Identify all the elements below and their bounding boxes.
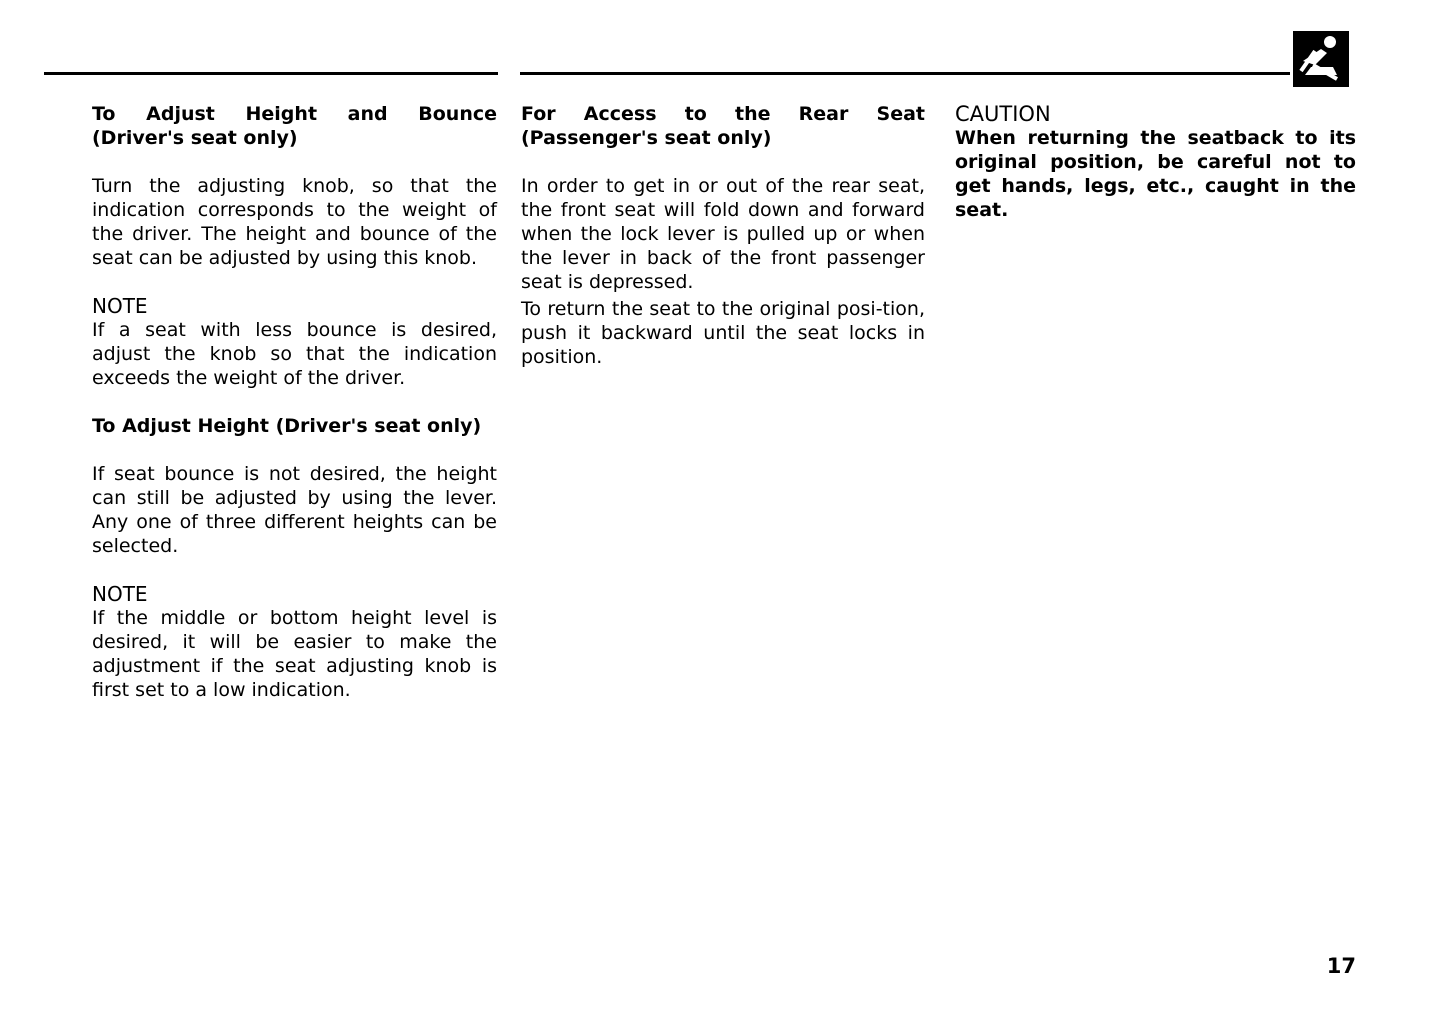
caution-text: When returning the seatback to its original position, be careful not to get hands, legs, etc., caught in the seat. (955, 127, 1356, 221)
column-middle (521, 102, 925, 369)
section-heading-height: To Adjust Height (Driver's seat only) (92, 415, 482, 437)
seatbelt-icon (1293, 31, 1349, 87)
section-body-height: If seat bounce is not desired, the height can still be adjusted by using the lever. Any one of three different heights can be selected. (92, 463, 497, 557)
seat-return-paragraph: To return the seat to the original posi-tion, push it backward until the seat locks in position. (521, 298, 925, 368)
column-left (92, 102, 497, 702)
header-rule-left (44, 72, 498, 75)
note-label: NOTE (92, 582, 148, 606)
caution-label: CAUTION (955, 102, 1051, 126)
column-right (955, 102, 1356, 222)
page-number: 17 (1326, 954, 1356, 978)
section-body-height-bounce: Turn the adjusting knob, so that the indication corresponds to the weight of the driver. The height and bounce of the seat can be adjusted by using this knob. (92, 175, 497, 269)
section-heading-rear-seat-access: For Access to the Rear Seat (Passenger's seat only) (521, 103, 925, 149)
header-rule-right (520, 72, 1290, 75)
note-label: NOTE (92, 294, 148, 318)
section-heading-height-bounce: To Adjust Height and Bounce (Driver's seat only) (92, 103, 497, 149)
note-text: If the middle or bottom height level is desired, it will be easier to make the adjustment if the seat adjusting knob is first set to a low indication. (92, 607, 497, 701)
note-text: If a seat with less bounce is desired, adjust the knob so that the indication exceeds the weight of the driver. (92, 319, 497, 389)
rear-seat-access-paragraph: In order to get in or out of the rear seat, the front seat will fold down and forward when the lock lever is pulled up or when the lever in back of the front passenger seat is depressed. (521, 175, 925, 293)
